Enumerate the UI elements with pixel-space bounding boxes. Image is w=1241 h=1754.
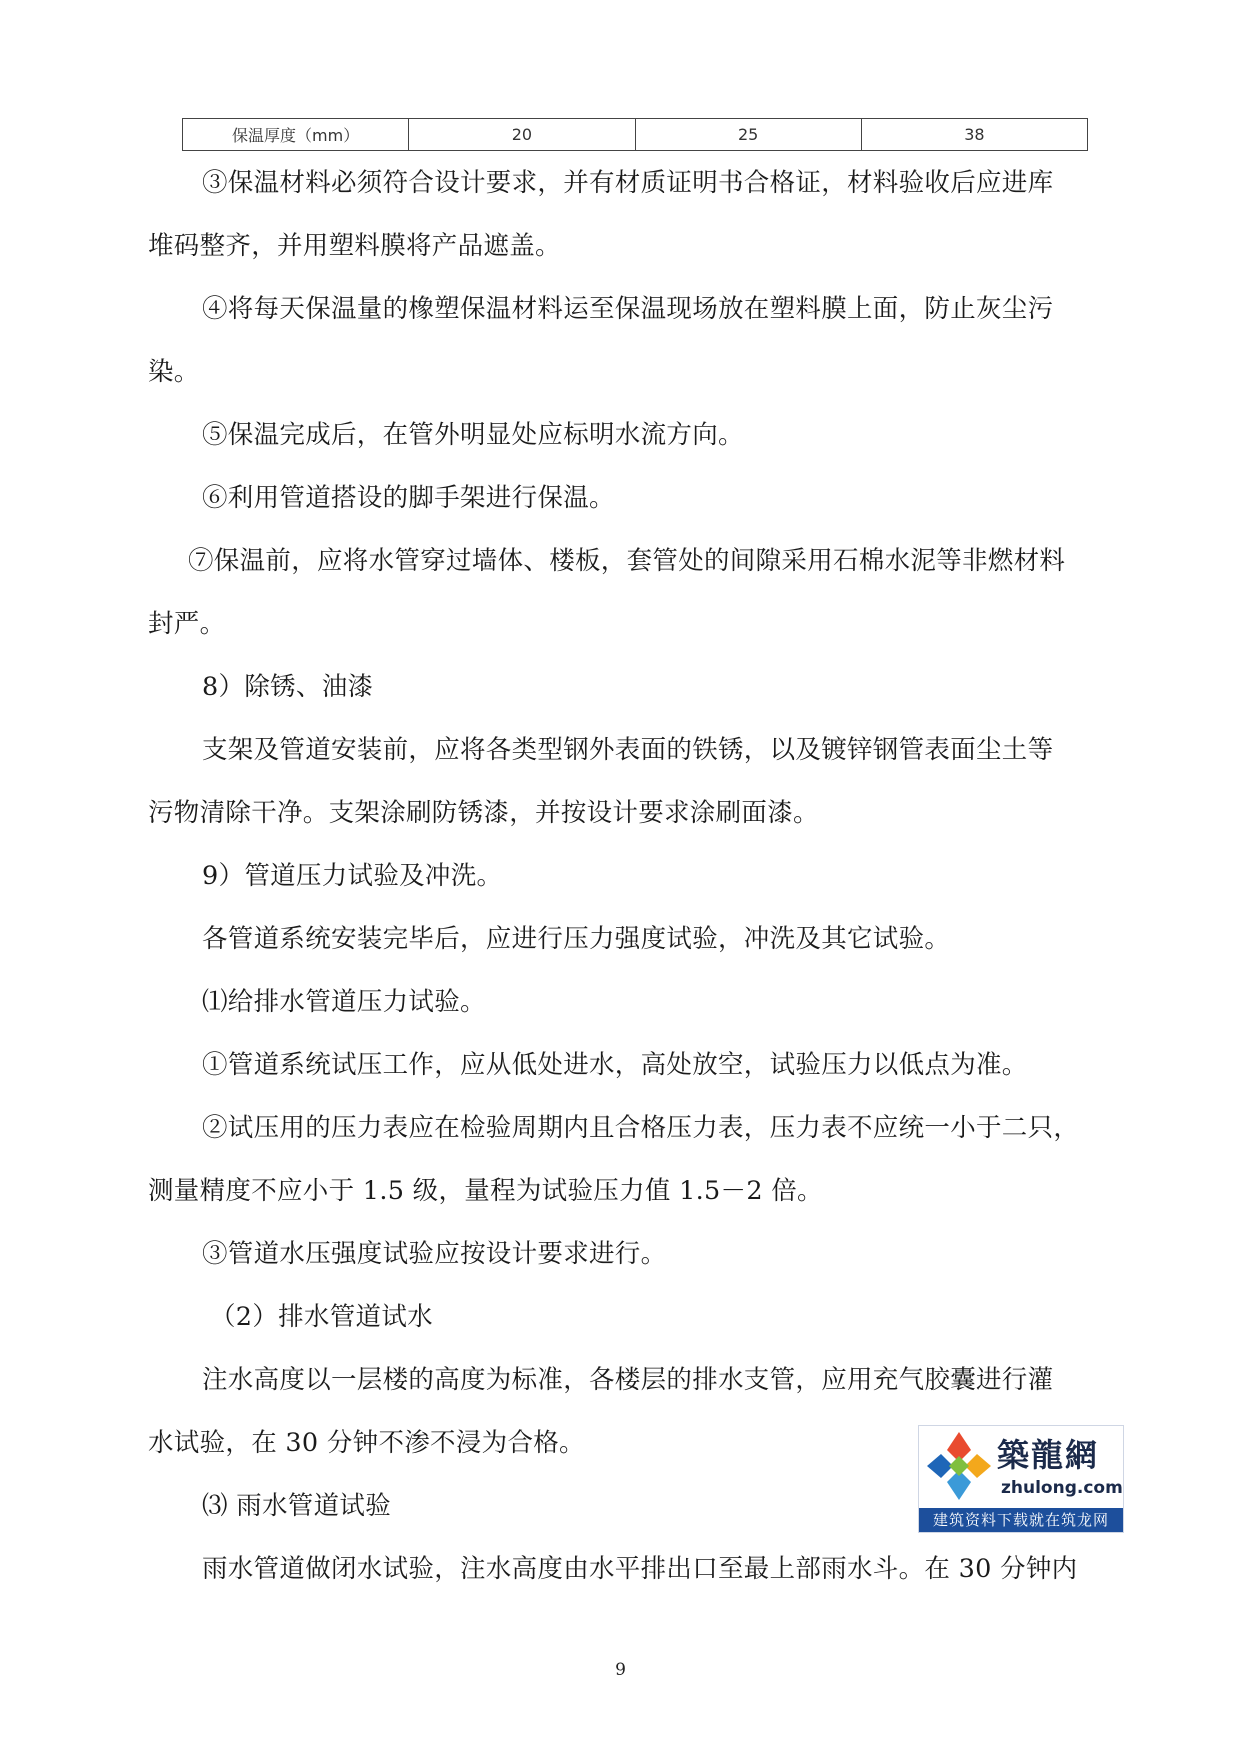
table-value-cell: 25: [635, 119, 861, 151]
section-heading: 9）管道压力试验及冲洗。: [202, 861, 503, 891]
paragraph-line: 支架及管道安装前，应将各类型钢外表面的铁锈，以及镀锌钢管表面尘土等: [202, 735, 1054, 765]
paragraph-line: ②试压用的压力表应在检验周期内且合格压力表，压力表不应统一小于二只，: [202, 1113, 1080, 1143]
page-number: 9: [615, 1660, 626, 1680]
paragraph-line: 各管道系统安装完毕后，应进行压力强度试验，冲洗及其它试验。: [202, 924, 951, 954]
paragraph-line: 污物清除干净。支架涂刷防锈漆，并按设计要求涂刷面漆。: [148, 798, 819, 828]
section-heading: 8）除锈、油漆: [202, 672, 374, 702]
logo-mark-icon: [919, 1426, 999, 1506]
paragraph-line: 测量精度不应小于 1.5 级，量程为试验压力值 1.5－2 倍。: [148, 1176, 823, 1206]
table-row: [183, 119, 1088, 151]
paragraph-line: 水试验，在 30 分钟不渗不浸为合格。: [148, 1428, 585, 1458]
paragraph-line: ①管道系统试压工作，应从低处进水，高处放空，试验压力以低点为准。: [202, 1050, 1028, 1080]
paragraph-line: ③管道水压强度试验应按设计要求进行。: [202, 1239, 667, 1269]
logo-chinese-text: 築龍網: [997, 1436, 1100, 1474]
logo-domain-text: zhulong.com: [1001, 1478, 1123, 1498]
table-value-cell: 38: [861, 119, 1087, 151]
paragraph-line: 染。: [148, 357, 200, 387]
table-label-cell: 保温厚度（mm）: [183, 119, 409, 151]
zhulong-logo: [918, 1425, 1124, 1533]
subsection-heading: ⑶ 雨水管道试验: [202, 1491, 392, 1521]
table-value-cell: 20: [409, 119, 635, 151]
insulation-thickness-table: [182, 118, 1088, 151]
paragraph-line: ④将每天保温量的橡塑保温材料运至保温现场放在塑料膜上面，防止灰尘污: [202, 294, 1054, 324]
paragraph-line: ⑤保温完成后，在管外明显处应标明水流方向。: [202, 420, 744, 450]
paragraph-line: ③保温材料必须符合设计要求，并有材质证明书合格证，材料验收后应进库: [202, 168, 1054, 198]
paragraph-line: ⑥利用管道搭设的脚手架进行保温。: [202, 483, 615, 513]
paragraph-line: ⑦保温前，应将水管穿过墙体、楼板，套管处的间隙采用石棉水泥等非燃材料: [188, 546, 1066, 576]
paragraph-line: 堆码整齐，并用塑料膜将产品遮盖。: [148, 231, 561, 261]
paragraph-line: 注水高度以一层楼的高度为标准，各楼层的排水支管，应用充气胶囊进行灌: [202, 1365, 1054, 1395]
subsection-heading: （2）排水管道试水: [210, 1302, 433, 1332]
paragraph-line: 雨水管道做闭水试验，注水高度由水平排出口至最上部雨水斗。在 30 分钟内: [202, 1554, 1078, 1584]
logo-slogan: 建筑资料下载就在筑龙网: [919, 1508, 1123, 1532]
subsection-heading: ⑴给排水管道压力试验。: [202, 987, 486, 1017]
paragraph-line: 封严。: [148, 609, 226, 639]
